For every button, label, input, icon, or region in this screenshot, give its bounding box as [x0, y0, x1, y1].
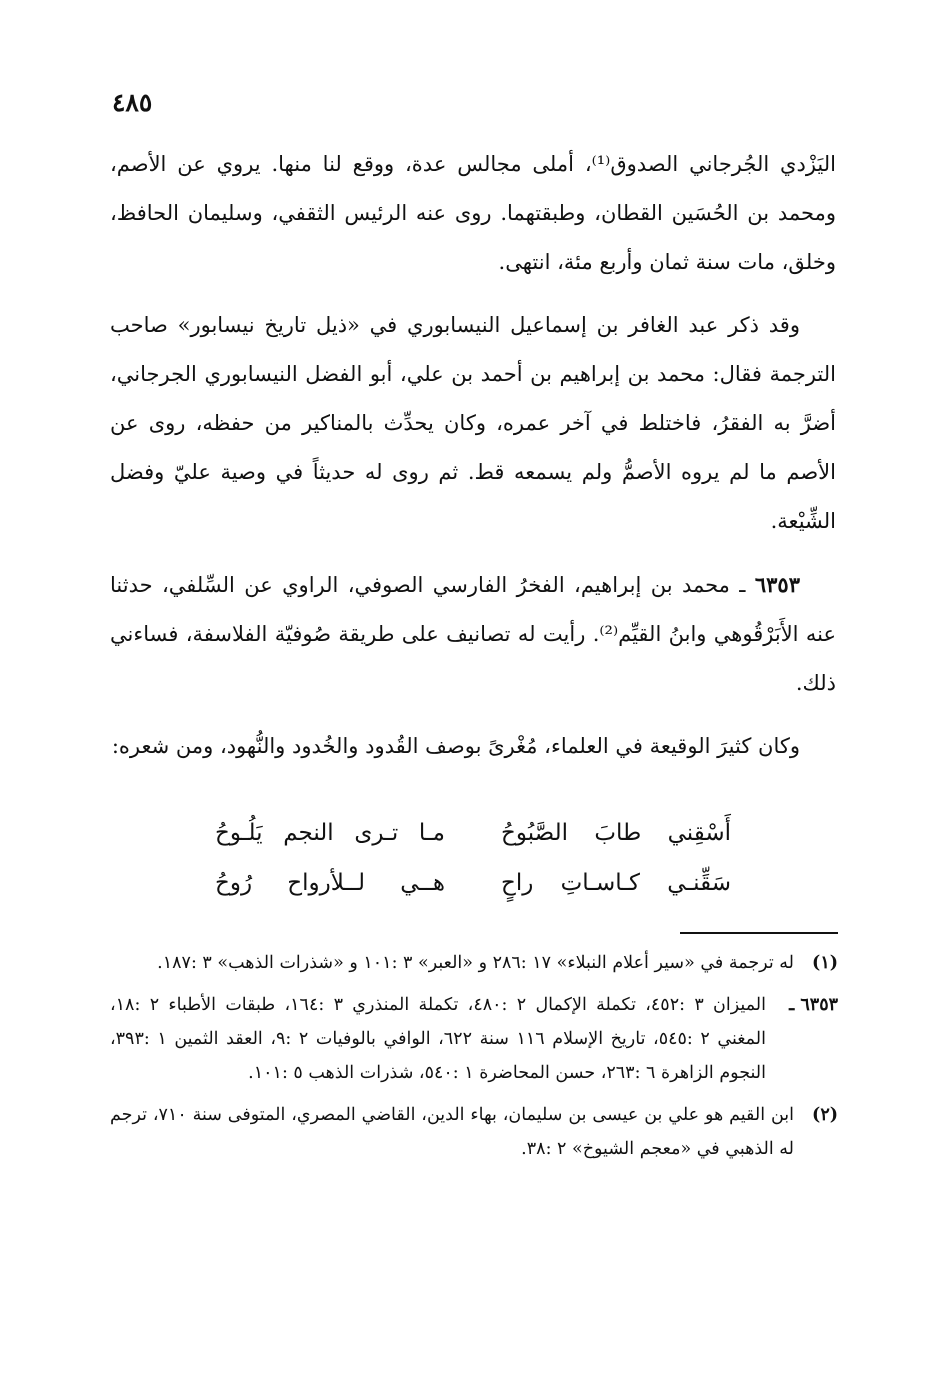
main-text — [110, 140, 836, 785]
verse-1-first-hemistich: أَسْقِني طابَ الصَّبُوحُ — [501, 820, 731, 846]
poem-verse-2 — [110, 858, 836, 908]
verse-2-first-hemistich: سَقِّنـي كـاسـاتِ راحٍ — [501, 870, 731, 896]
paragraph-1: اليَزْدي الجُرجاني الصدوق⁽¹⁾، أملى مجالس عدة، ووقع لنا منها. يروي عن الأصم، ومحمد بن الحُسَين القطان، وطبقتهما. روى عنه الرئيس الثقفي، وسليمان الحافظ، وخلق، مات سنة ثمان وأربع مئة، انتهى. — [110, 152, 836, 274]
poem — [110, 808, 836, 908]
footnote-1 — [110, 946, 838, 980]
entry-text: ـ محمد بن إبراهيم، الفخرُ الفارسي الصوفي، الراوي عن السِّلفي، حدثنا عنه الأَبَرْقُوهي وابنُ القيِّم⁽²⁾. رأيت له تصانيف على طريقة صُوفيّة الفلاسفة، فساءني ذلك. — [110, 573, 836, 695]
verse-2-second-hemistich: هــي لــلأرواح رُوحُ — [215, 870, 445, 896]
poem-verse-1 — [110, 808, 836, 858]
paragraph-3 — [110, 560, 836, 708]
footnote-separator — [680, 932, 838, 934]
paragraph-2: وقد ذكر عبد الغافر بن إسماعيل النيسابوري في «ذيل تاريخ نيسابور» صاحب الترجمة فقال: محمد بن إبراهيم بن أحمد بن علي، أبو الفضل النيسابوري الجرجاني، أضرَّ به الفقرُ، فاختلط في آخر عمره، وكان يحدِّث بالمناكير من حفظه، روى عن الأصم ما لم يروه الأصمُّ ولم يسمعه قط. ثم روى له حديثاً في وصية عليّ وفضل الشِّيْعة. — [110, 313, 836, 533]
footnote-2-text: ابن القيم هو علي بن عيسى بن سليمان، بهاء الدين، القاضي المصري، المتوفى سنة ٧١٠، ترجم له الذهبي في «معجم الشيوخ» ٢ :٣٨. — [110, 1105, 794, 1159]
paragraph-4: وكان كثيرَ الوقيعة في العلماء، مُغْرىً بوصف القُدود والخُدود والنُّهود، ومن شعره: — [111, 734, 800, 758]
page-number: ٤٨٥ — [112, 88, 153, 117]
footnote-entry-sources — [110, 988, 838, 1090]
footnotes — [110, 946, 838, 1174]
footnote-entry-marker: ٦٣٥٣ ـ — [789, 995, 838, 1015]
footnote-2-marker: (٢) — [812, 1105, 838, 1125]
footnote-1-text: له ترجمة في «سير أعلام النبلاء» ١٧ :٢٨٦ و «العبر» ٣ :١٠١ و «شذرات الذهب» ٣ :١٨٧. — [157, 953, 794, 973]
footnote-1-marker: (١) — [812, 953, 838, 973]
verse-1-second-hemistich: مـا تـرى النجم يَلُـوحُ — [215, 820, 445, 846]
footnote-entry-text: الميزان ٣ :٤٥٢، تكملة الإكمال ٢ :٤٨٠، تكملة المنذري ٣ :١٦٤، طبقات الأطباء ٢ :١٨، المغني ٢ :٥٤٥، تاريخ الإسلام ١١٦ سنة ٦٢٢، الوافي بالوفيات ٢ :٩، العقد الثمين ١ :٣٩٣، النجوم الزاهرة ٦ :٢٦٣، حسن المحاضرة ١ :٥٤٠، شذرات الذهب ٥ :١٠١. — [110, 995, 767, 1083]
entry-number: ٦٣٥٣ — [754, 572, 800, 597]
footnote-2 — [110, 1098, 838, 1166]
